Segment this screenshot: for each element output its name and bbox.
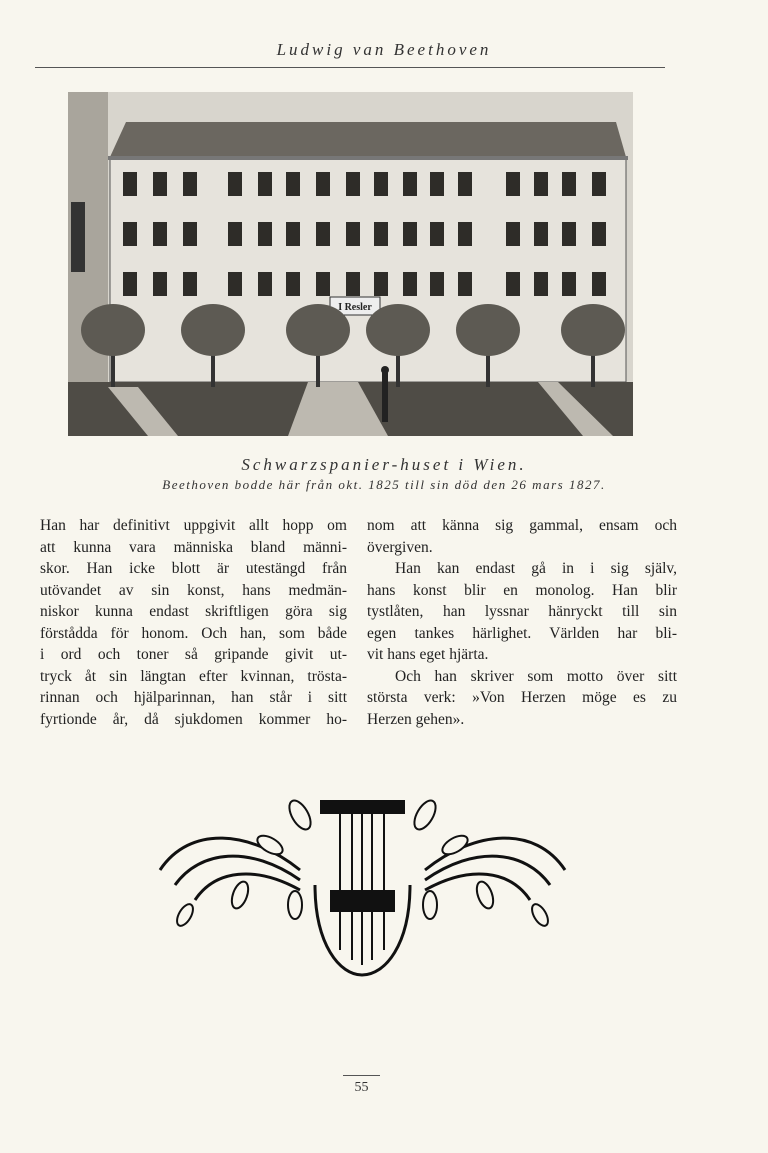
window — [346, 172, 360, 196]
text-line: tryck åt sin längtan efter kvinnan, trösta- — [40, 667, 347, 685]
text-line: utövandet av sin konst, hans medmän- — [40, 581, 347, 599]
text-line: vit hans eget hjärta. — [367, 646, 489, 663]
text-line: övergiven. — [367, 538, 433, 556]
shop-sign: I Resler — [338, 302, 372, 313]
window — [123, 272, 137, 296]
text-line: rinnan och hjälparinnan, han står i sitt — [40, 689, 347, 706]
text-line: Han kan endast gå in i sig själv, — [395, 560, 677, 577]
window — [506, 222, 520, 246]
window — [183, 172, 197, 196]
lyre-ornament — [150, 775, 575, 985]
window — [316, 172, 330, 196]
text-line: förstådda för honom. Och han, som både — [40, 624, 347, 642]
window — [534, 172, 548, 196]
window — [562, 272, 576, 296]
text-line: skor. Han icke blott är utestängd från — [40, 560, 347, 577]
text-line: nom att känna sig gammal, ensam och — [367, 517, 677, 534]
left-column-text — [40, 515, 347, 730]
window — [374, 172, 388, 196]
window — [506, 272, 520, 296]
right-column-text — [367, 515, 677, 730]
window — [258, 222, 272, 246]
window — [403, 172, 417, 196]
window — [592, 272, 606, 296]
text-line: största verk: »Von Herzen möge es zu — [367, 689, 677, 706]
window — [153, 272, 167, 296]
building-illustration — [68, 92, 633, 436]
window — [592, 222, 606, 246]
window — [316, 272, 330, 296]
window — [286, 222, 300, 246]
header-rule — [35, 67, 665, 68]
window — [374, 272, 388, 296]
window — [506, 172, 520, 196]
window — [183, 222, 197, 246]
window — [430, 172, 444, 196]
window — [592, 172, 606, 196]
window — [458, 172, 472, 196]
window — [346, 222, 360, 246]
window — [286, 272, 300, 296]
window — [562, 172, 576, 196]
caption-subtitle: Beethoven bodde här från okt. 1825 till sin död den 26 mars 1827. — [162, 477, 606, 492]
running-title: Ludwig van Beethoven — [276, 40, 492, 59]
window — [430, 272, 444, 296]
text-line: att kunna vara människa bland männi- — [40, 538, 347, 556]
text-line: hans konst blir en monolog. Han blir — [367, 581, 677, 599]
window — [258, 172, 272, 196]
window — [316, 222, 330, 246]
window — [183, 272, 197, 296]
window — [153, 172, 167, 196]
window — [123, 222, 137, 246]
window — [534, 272, 548, 296]
window — [346, 272, 360, 296]
window — [228, 272, 242, 296]
text-line: tystlåten, han lyssnar hänryckt till sin — [367, 603, 677, 620]
text-line: egen tankes härlighet. Världen har bli- — [367, 624, 677, 642]
window — [374, 222, 388, 246]
window — [562, 222, 576, 246]
text-line: Och han skriver som motto över sitt — [395, 667, 677, 685]
window — [123, 172, 137, 196]
window — [534, 222, 548, 246]
page-number: 55 — [354, 1080, 369, 1095]
caption-title: Schwarzspanier-huset i Wien. — [241, 455, 527, 474]
text-line: fyrtionde år, då sjukdomen kommer ho- — [40, 710, 347, 728]
window — [458, 272, 472, 296]
text-line: niskor kunna endast skriftligen göra sig — [40, 603, 347, 620]
window — [153, 222, 167, 246]
text-line: Han har definitivt uppgivit allt hopp om — [40, 517, 347, 534]
text-line: Herzen gehen». — [367, 710, 465, 728]
window — [228, 172, 242, 196]
window — [228, 222, 242, 246]
schwarzspanier-house-image — [68, 92, 633, 436]
window — [430, 222, 444, 246]
text-line: i ord och toner så gripande givit ut- — [40, 646, 347, 663]
window — [403, 222, 417, 246]
window — [258, 272, 272, 296]
window — [458, 222, 472, 246]
window — [403, 272, 417, 296]
page-number-rule — [343, 1075, 380, 1076]
window — [286, 172, 300, 196]
